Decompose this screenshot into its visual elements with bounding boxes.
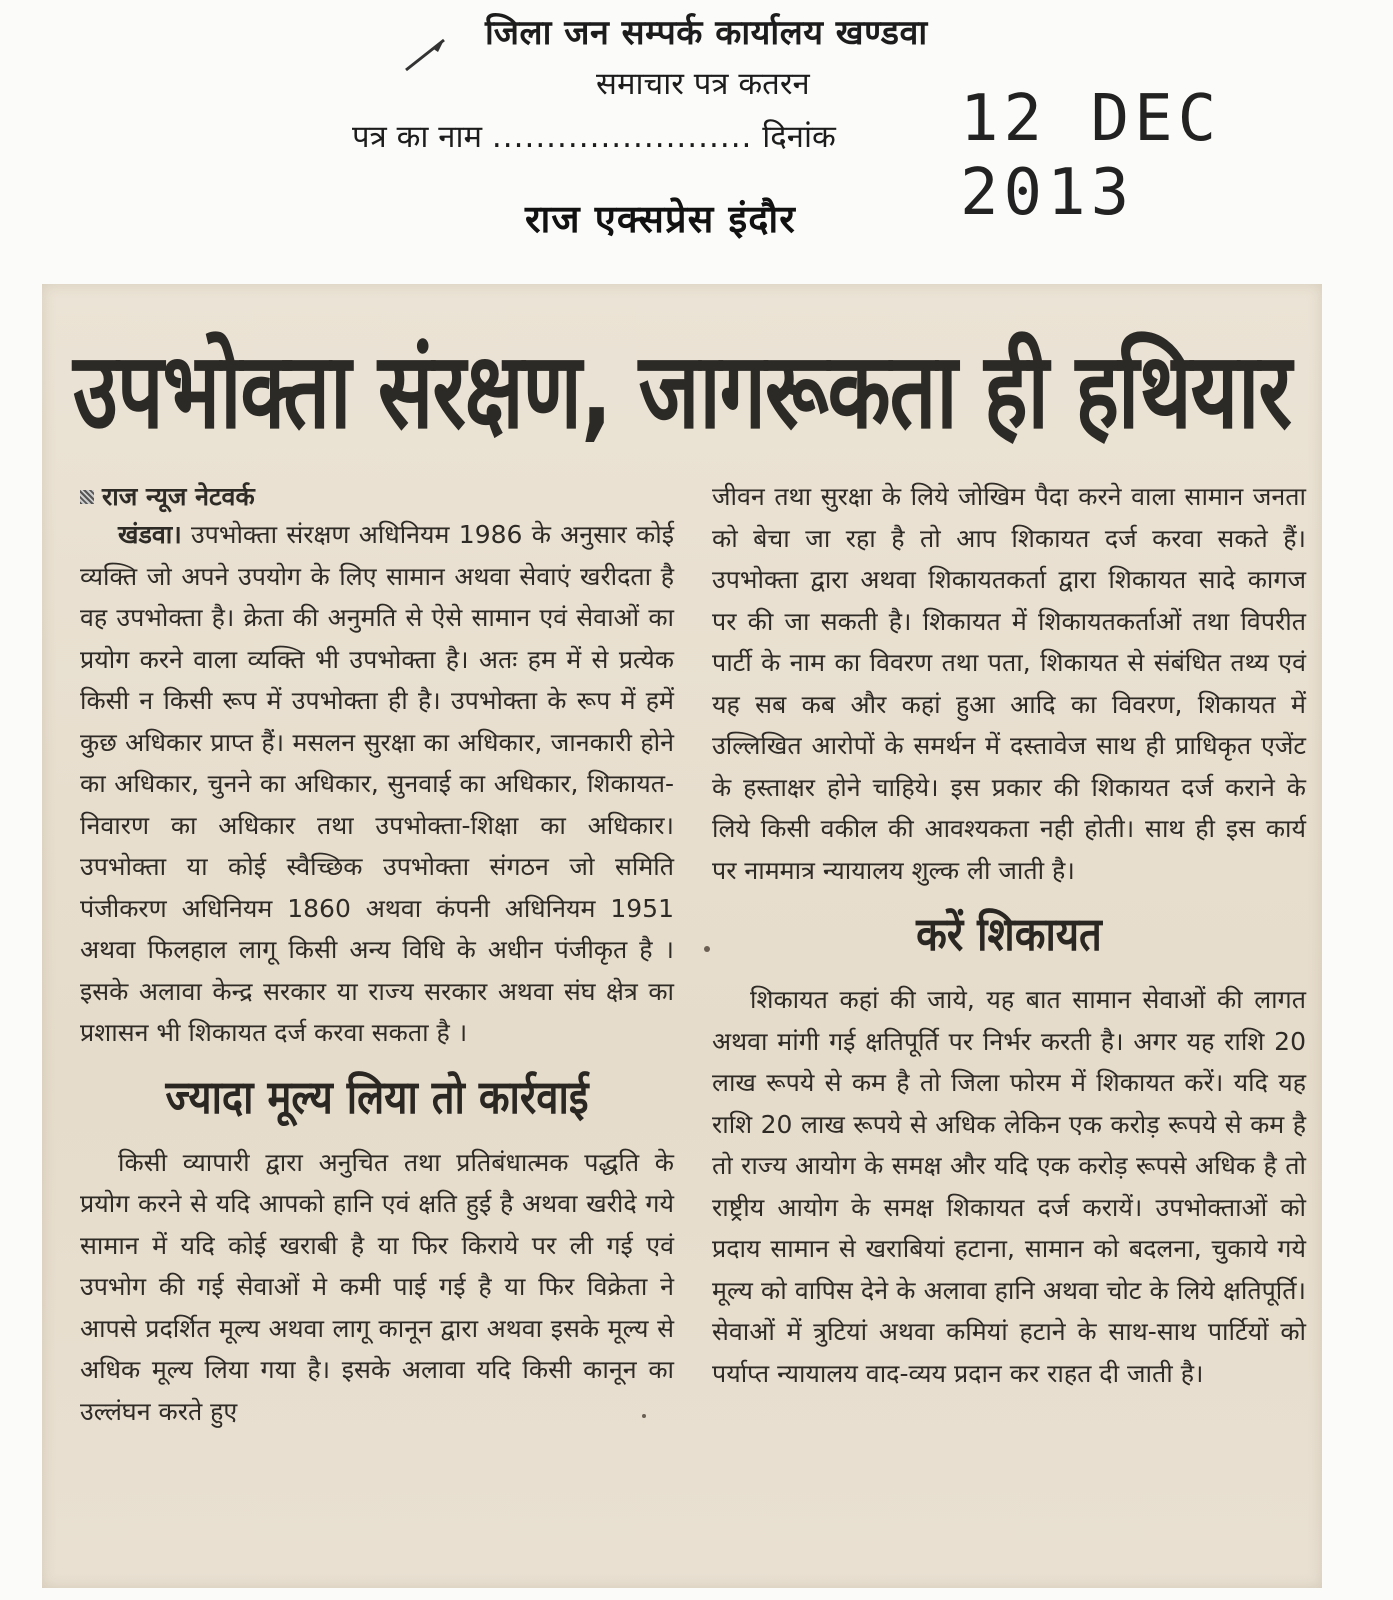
right-paragraph-1: जीवन तथा सुरक्षा के लिये जोखिम पैदा करने वाला सामान जनता को बेचा जा रहा है तो आप शिकायत दर्ज करवा सकते हैं। उपभोक्ता द्वारा अथवा शिकायतकर्ता द्वारा शिकायत सादे कागज पर की जा सकती है। शिकायत में शिकायतकर्ताओं तथा विपरीत पार्टी के नाम का विवरण तथा पता, शिकायत से संबंधित तथ्य एवं यह सब कब और कहां हुआ आदि का विवरण, शिकायत में उल्लिखित आरोपों के समर्थन में दस्तावेज साथ ही प्राधिकृत एजेंट के हस्ताक्षर होने चाहिये। इस प्रकार की शिकायत दर्ज कराने के लिये किसी वकील की आवश्यकता नही होती। साथ ही इस कार्य पर नाममात्र न्यायालय शुल्क ली जाती है।	[712, 482, 1306, 885]
pen-tick-mark	[404, 36, 448, 78]
newspaper-clipping	[42, 284, 1322, 1588]
date-stamp: 12 DEC 2013	[960, 82, 1222, 230]
office-name-stamp: जिला जन सम्पर्क कार्यालय खण्डवा	[485, 13, 928, 53]
article-headline: उपभोक्ता संरक्षण, जागरूकता ही हथियार	[73, 330, 1291, 453]
article-column-right	[712, 476, 1306, 1394]
left-paragraph-1	[80, 514, 674, 1054]
date-label: दिनांक	[762, 119, 836, 155]
byline	[80, 480, 674, 514]
print-speck	[704, 946, 710, 952]
newspaper-name: राज एक्सप्रेस इंदौर	[525, 197, 796, 241]
print-speck	[642, 1414, 646, 1418]
paper-name-row	[352, 115, 836, 157]
paper-name-dots: ........................	[491, 119, 753, 155]
byline-square-icon	[80, 490, 94, 504]
right-subheading: करें शिकायत	[916, 908, 1102, 962]
left-subheading: ज्यादा मूल्य लिया तो कार्रवाई	[165, 1071, 589, 1124]
byline-text: राज न्यूज नेटवर्क	[102, 482, 255, 511]
dateline: खंडवा।	[118, 520, 182, 549]
article-column-left	[80, 480, 674, 1432]
paper-name-label: पत्र का नाम	[352, 119, 483, 155]
left-paragraph-1-text: उपभोक्ता संरक्षण अधिनियम 1986 के अनुसार कोई व्यक्ति जो अपने उपयोग के लिए सामान अथवा सेवाएं खरीदता है वह उपभोक्ता है। क्रेता की अनुमति से ऐसे सामान एवं सेवाओं का प्रयोग करने वाला व्यक्ति भी उपभोक्ता है। अतः हम में से प्रत्येक किसी न किसी रूप में उपभोक्ता ही है। उपभोक्ता के रूप में हमें कुछ अधिकार प्राप्त हैं। मसलन सुरक्षा का अधिकार, जानकारी होने का अधिकार, चुनने का अधिकार, सुनवाई का अधिकार, शिकायत-निवारण का अधिकार तथा उपभोक्ता-शिक्षा का अधिकार। उपभोक्ता या कोई स्वैच्छिक उपभोक्ता संगठन जो समिति पंजीकरण अधिनियम 1860 अथवा कंपनी अधिनियम 1951 अथवा फिलहाल लागू किसी अन्य विधि के अधीन पंजीकृत है । इसके अलावा केन्द्र सरकार या राज्य सरकार अथवा संघ क्षेत्र का प्रशासन भी शिकायत दर्ज करवा सकता है ।	[80, 520, 675, 1047]
right-paragraph-2: शिकायत कहां की जाये, यह बात सामान सेवाओं की लागत अथवा मांगी गई क्षतिपूर्ति पर निर्भर करती है। अगर यह राशि 20 लाख रूपये से कम है तो जिला फोरम में शिकायत करें। यदि यह राशि 20 लाख रूपये से अधिक लेकिन एक करोड़ रूपये से कम है तो राज्य आयोग के समक्ष और यदि एक करोड़ रूपसे अधिक है तो राष्ट्रीय आयोग के समक्ष शिकायत दर्ज करायें। उपभोक्ताओं को प्रदाय सामान से खराबियां हटाना, सामान को बदलना, चुकाये गये मूल्य को वापिस देने के अलावा हानि अथवा चोट के लिये क्षतिपूर्ति। सेवाओं में त्रुटियां अथवा कमियां हटाने के साथ-साथ पार्टियों को पर्याप्त न्यायालय वाद-व्यय प्रदान कर राहत दी जाती है।	[712, 985, 1306, 1388]
clipping-label-stamp: समाचार पत्र कतरन	[596, 66, 810, 102]
left-paragraph-2: किसी व्यापारी द्वारा अनुचित तथा प्रतिबंधात्मक पद्धति के प्रयोग करने से यदि आपको हानि एवं क्षति हुई है अथवा खरीदे गये सामान में यदि कोई खराबी है या फिर किराये पर ली गई एवं उपभोग की गई सेवाओं मे कमी पाई गई है या फिर विक्रेता ने आपसे प्रदर्शित मूल्य अथवा लागू कानून द्वारा अथवा इसके मूल्य से अधिक मूल्य लिया गया है। इसके अलावा यदि किसी कानून का उल्लंघन करते हुए	[80, 1147, 674, 1426]
